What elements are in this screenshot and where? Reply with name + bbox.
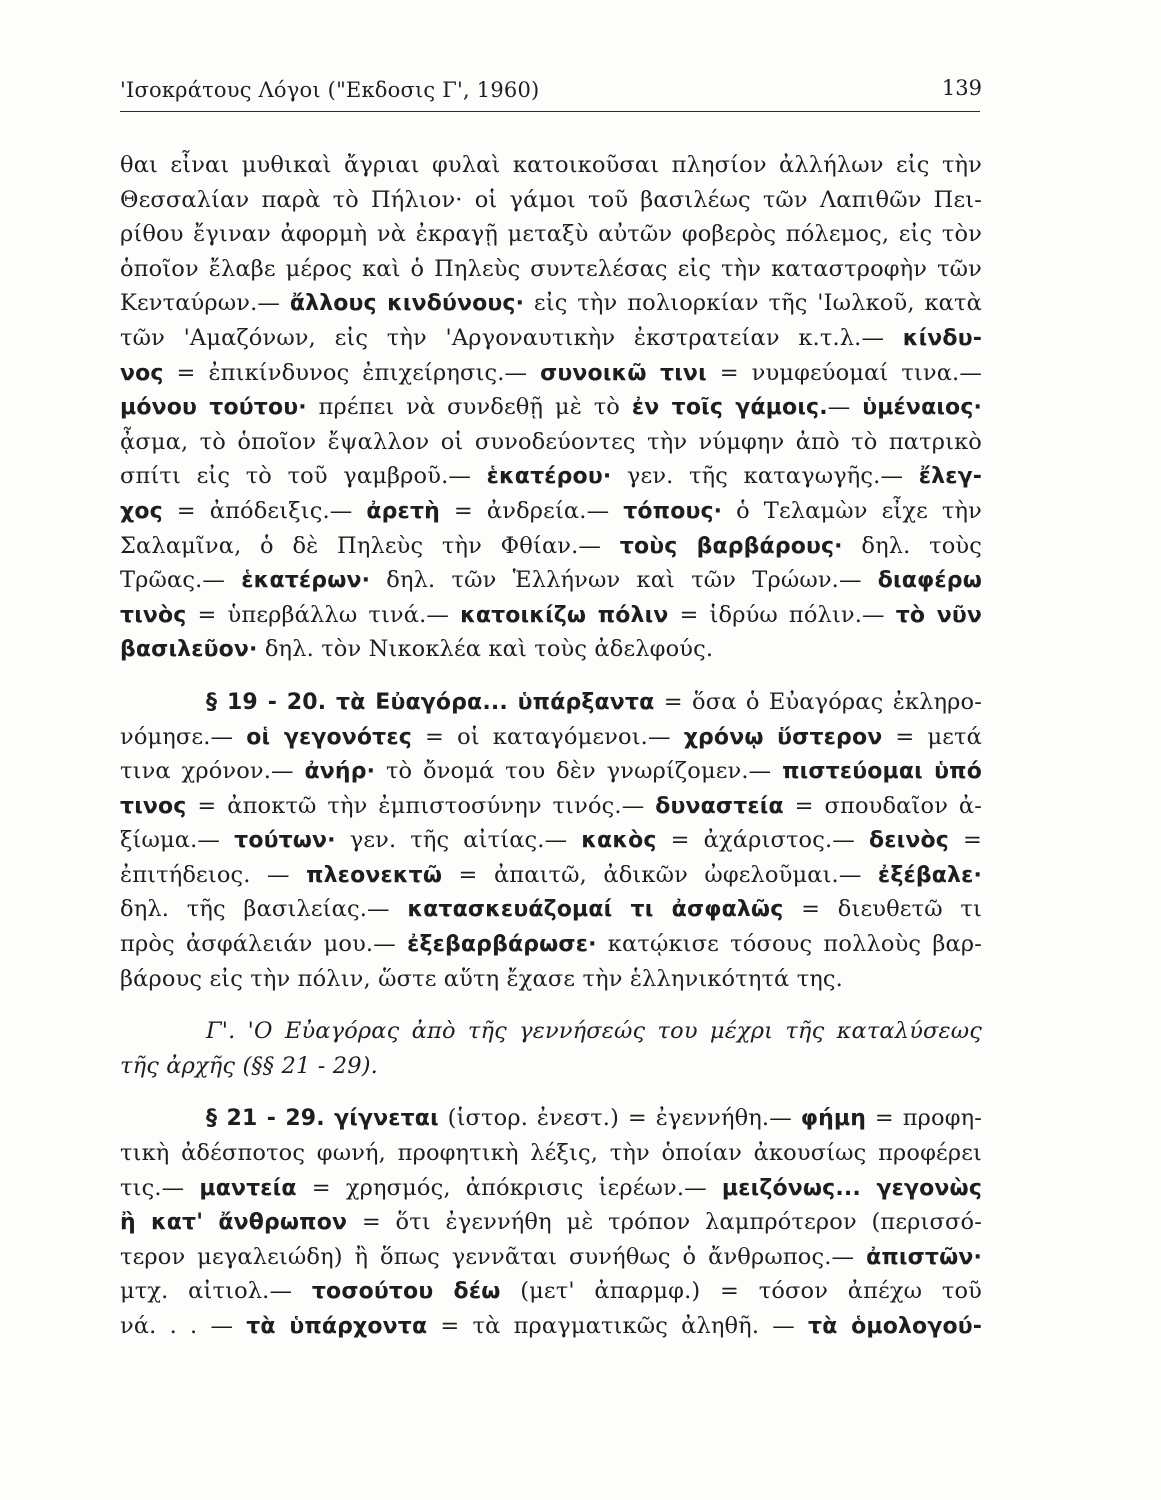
lemma: κακὸς bbox=[581, 828, 657, 854]
lemma: δεινὸς bbox=[868, 828, 949, 854]
lemma: μειζόνως... γεγονὼς bbox=[721, 1175, 983, 1201]
paragraph-commentary-1 bbox=[120, 148, 982, 667]
text-line: Τρῶας.— ἑκατέρων· δηλ. τῶν Ἑλλήνων καὶ τῶν Τρώων.— διαφέρω bbox=[120, 567, 982, 594]
text-line: νόμησε.— οἱ γεγονότες = οἱ καταγόμενοι.— χρόνῳ ὕστερον = μετά bbox=[120, 723, 982, 750]
paragraph-section-21-29 bbox=[120, 1101, 982, 1343]
text-line: βάρους εἰς τὴν πόλιν, ὥστε αὕτη ἔχασε τὴν ἑλληνικότητά της. bbox=[120, 965, 843, 992]
paragraph-section-19-20 bbox=[120, 685, 982, 996]
text-line: νά. . . — τὰ ὑπάρχοντα = τὰ πραγματικῶς ἀληθῆ. — τὰ ὁμολογού- bbox=[120, 1313, 983, 1339]
text-line: θαι εἶναι μυθικαὶ ἄγριαι φυλαὶ κατοικοῦσαι πλησίον ἀλλήλων εἰς τὴν bbox=[120, 152, 982, 178]
page-number: 139 bbox=[941, 76, 982, 100]
lemma: τοὺς βαρβάρους· bbox=[619, 533, 843, 559]
lemma: κίνδυ- bbox=[902, 325, 982, 351]
lemma: ἢ κατ' ἄνθρωπον bbox=[120, 1210, 348, 1236]
text-line: τῶν 'Αμαζόνων, εἰς τὴν 'Αργοναυτικὴν ἐκστρατείαν κ.τ.λ.— κίνδυ- bbox=[120, 324, 982, 351]
lemma: πιστεύομαι ὑπό bbox=[782, 759, 982, 785]
text-line: τις.— μαντεία = χρησμός, ἀπόκρισις ἱερέων.— μειζόνως... γεγονὼς bbox=[120, 1174, 983, 1201]
lemma: τόπους· bbox=[623, 498, 723, 524]
lemma: ἑκατέρων· bbox=[241, 568, 371, 594]
lemma: ἐν τοῖς γάμοις. bbox=[631, 395, 828, 421]
body-text bbox=[120, 148, 982, 1344]
lemma: κατοικίζω πόλιν bbox=[460, 602, 669, 628]
lemma: ἄλλους κινδύνους· bbox=[289, 291, 525, 317]
header-rule bbox=[120, 111, 980, 112]
text-line: μτχ. αἰτιολ.— τοσούτου δέω (μετ' ἀπαρμφ.) = τόσον ἀπέχω τοῦ bbox=[120, 1278, 983, 1305]
lemma: ἀπιστῶν· bbox=[866, 1244, 982, 1270]
lemma: τούτων· bbox=[234, 828, 336, 854]
lemma: τὸ νῦν bbox=[895, 602, 982, 628]
paragraph-gap bbox=[120, 996, 982, 1014]
text-line: ρίθου ἔγιναν ἀφορμὴ νὰ ἐκραγῇ μεταξὺ αὐτῶν φοβερὸς πόλεμος, εἰς τὸν bbox=[120, 221, 982, 248]
lemma: βασιλεῦον· bbox=[120, 637, 258, 663]
text-line: Σαλαμῖνα, ὁ δὲ Πηλεὺς τὴν Φθίαν.— τοὺς βαρβάρους· δηλ. τοὺς bbox=[120, 532, 982, 559]
lemma: τινὸς bbox=[120, 602, 187, 628]
lemma: κατασκευάζομαί τι ἀσφαλῶς bbox=[407, 897, 784, 923]
text-line: ἐπιτήδειος. — πλεονεκτῶ = ἀπαιτῶ, ἀδικῶν ὠφελοῦμαι.— ἐξέβαλε· bbox=[120, 861, 982, 888]
text-line: πρὸς ἀσφάλειάν μου.— ἐξεβαρβάρωσε· κατῴκισε τόσους πολλοὺς βαρ- bbox=[120, 931, 982, 958]
text-line: δηλ. τῆς βασιλείας.— κατασκευάζομαί τι ἀσφαλῶς = διευθετῶ τι bbox=[120, 896, 982, 923]
text-line: χος = ἀπόδειξις.— ἀρετὴ = ἀνδρεία.— τόπους· ὁ Τελαμὼν εἶχε τὴν bbox=[120, 497, 982, 524]
lemma: φήμη bbox=[800, 1106, 867, 1132]
text-line: τινὸς = ὑπερβάλλω τινά.— κατοικίζω πόλιν = ἱδρύω πόλιν.— τὸ νῦν bbox=[120, 601, 982, 628]
text-line: μόνου τούτου· πρέπει νὰ συνδεθῇ μὲ τὸ ἐν τοῖς γάμοις.— ὑμέναιος· bbox=[120, 394, 983, 421]
lemma: τὰ ὑπάρχοντα bbox=[246, 1314, 428, 1339]
text-line: σπίτι εἰς τὸ τοῦ γαμβροῦ.— ἑκατέρου· γεν. τῆς καταγωγῆς.— ἔλεγ- bbox=[120, 463, 983, 490]
section-heading-line: Γ'. 'Ο Εὐαγόρας ἀπὸ τῆς γεννήσεώς του μέχρι τῆς καταλύσεως bbox=[206, 1018, 982, 1045]
lemma: ἀρετὴ bbox=[366, 498, 440, 524]
running-head bbox=[120, 78, 982, 108]
lemma: ἐξεβαρβάρωσε· bbox=[407, 932, 597, 958]
text-line: τερον μεγαλειώδη) ἢ ὅπως γεννᾶται συνήθως ὁ ἄνθρωπος.— ἀπιστῶν· bbox=[120, 1243, 982, 1270]
paragraph-gap bbox=[120, 1083, 982, 1101]
text-line: τινα χρόνον.— ἀνήρ· τὸ ὄνομά του δὲν γνωρίζομεν.— πιστεύομαι ὑπό bbox=[120, 758, 982, 785]
lemma: μόνου τούτου· bbox=[120, 395, 307, 421]
text-line: ὁποῖον ἔλαβε μέρος καὶ ὁ Πηλεὺς συντελέσας εἰς τὴν καταστροφὴν τῶν bbox=[120, 255, 982, 282]
lemma: ὑμέναιος· bbox=[862, 395, 983, 421]
lemma: νος bbox=[120, 360, 164, 386]
section-heading bbox=[120, 1014, 982, 1083]
section-heading-line: τῆς ἀρχῆς (§§ 21 - 29). bbox=[120, 1052, 378, 1079]
lemma: μαντεία bbox=[199, 1175, 297, 1201]
lemma: ἐξέβαλε· bbox=[877, 862, 982, 888]
text-line: νος = ἐπικίνδυνος ἐπιχείρησις.— συνοικῶ τινι = νυμφεύομαί τινα.— bbox=[120, 359, 983, 386]
paragraph-gap bbox=[120, 667, 982, 685]
text-line: § 21 - 29. γίγνεται (ἱστορ. ἐνεστ.) = ἐγεννήθη.— φήμη = προφη- bbox=[206, 1105, 982, 1132]
lemma: συνοικῶ τινι bbox=[540, 360, 707, 386]
text-line: τινος = ἀποκτῶ τὴν ἐμπιστοσύνην τινός.— δυναστεία = σπουδαῖον ἀ- bbox=[120, 792, 982, 819]
lemma: πλεονεκτῶ bbox=[306, 862, 443, 888]
lemma: § 21 - 29. γίγνεται bbox=[206, 1106, 439, 1132]
lemma: δυναστεία bbox=[655, 793, 784, 819]
lemma: τὰ ὁμολογού- bbox=[808, 1314, 983, 1339]
lemma: τοσούτου δέω bbox=[311, 1279, 501, 1305]
lemma: § 19 - 20. τὰ Εὐαγόρα... ὑπάρξαντα bbox=[206, 689, 655, 715]
text-line: βασιλεῦον· δηλ. τὸν Νικοκλέα καὶ τοὺς ἀδελφούς. bbox=[120, 636, 714, 663]
lemma: χος bbox=[120, 498, 163, 524]
text-line: § 19 - 20. τὰ Εὐαγόρα... ὑπάρξαντα = ὅσα ὁ Εὐαγόρας ἐκληρο- bbox=[206, 688, 983, 715]
text-line: ἢ κατ' ἄνθρωπον = ὅτι ἐγεννήθη μὲ τρόπον λαμπρότερον (περισσό- bbox=[120, 1209, 982, 1236]
text-line: ξίωμα.— τούτων· γεν. τῆς αἰτίας.— κακὸς = ἀχάριστος.— δεινὸς = bbox=[120, 827, 983, 854]
running-head-title: 'Ισοκράτους Λόγοι ("Εκδοσις Γ', 1960) bbox=[120, 78, 540, 102]
text-line: τικὴ ἀδέσποτος φωνή, προφητικὴ λέξις, τὴν ὁποίαν ἀκουσίως προφέρει bbox=[120, 1140, 982, 1167]
text-line: Κενταύρων.— ἄλλους κινδύνους· εἰς τὴν πολιορκίαν τῆς 'Ιωλκοῦ, κατὰ bbox=[120, 290, 982, 317]
lemma: ἔλεγ- bbox=[918, 464, 983, 490]
text-line: Θεσσαλίαν παρὰ τὸ Πήλιον· οἱ γάμοι τοῦ βασιλέως τῶν Λαπιθῶν Πει- bbox=[120, 186, 982, 213]
text-line: ᾆσμα, τὸ ὁποῖον ἔψαλλον οἱ συνοδεύοντες τὴν νύμφην ἀπὸ τὸ πατρικὸ bbox=[120, 428, 982, 455]
lemma: ἑκατέρου· bbox=[486, 464, 612, 490]
lemma: οἱ γεγονότες bbox=[246, 724, 412, 750]
lemma: ἀνήρ· bbox=[304, 759, 376, 785]
lemma: χρόνῳ ὕστερον bbox=[683, 724, 883, 750]
lemma: διαφέρω bbox=[877, 568, 982, 594]
lemma: τινος bbox=[120, 793, 187, 819]
